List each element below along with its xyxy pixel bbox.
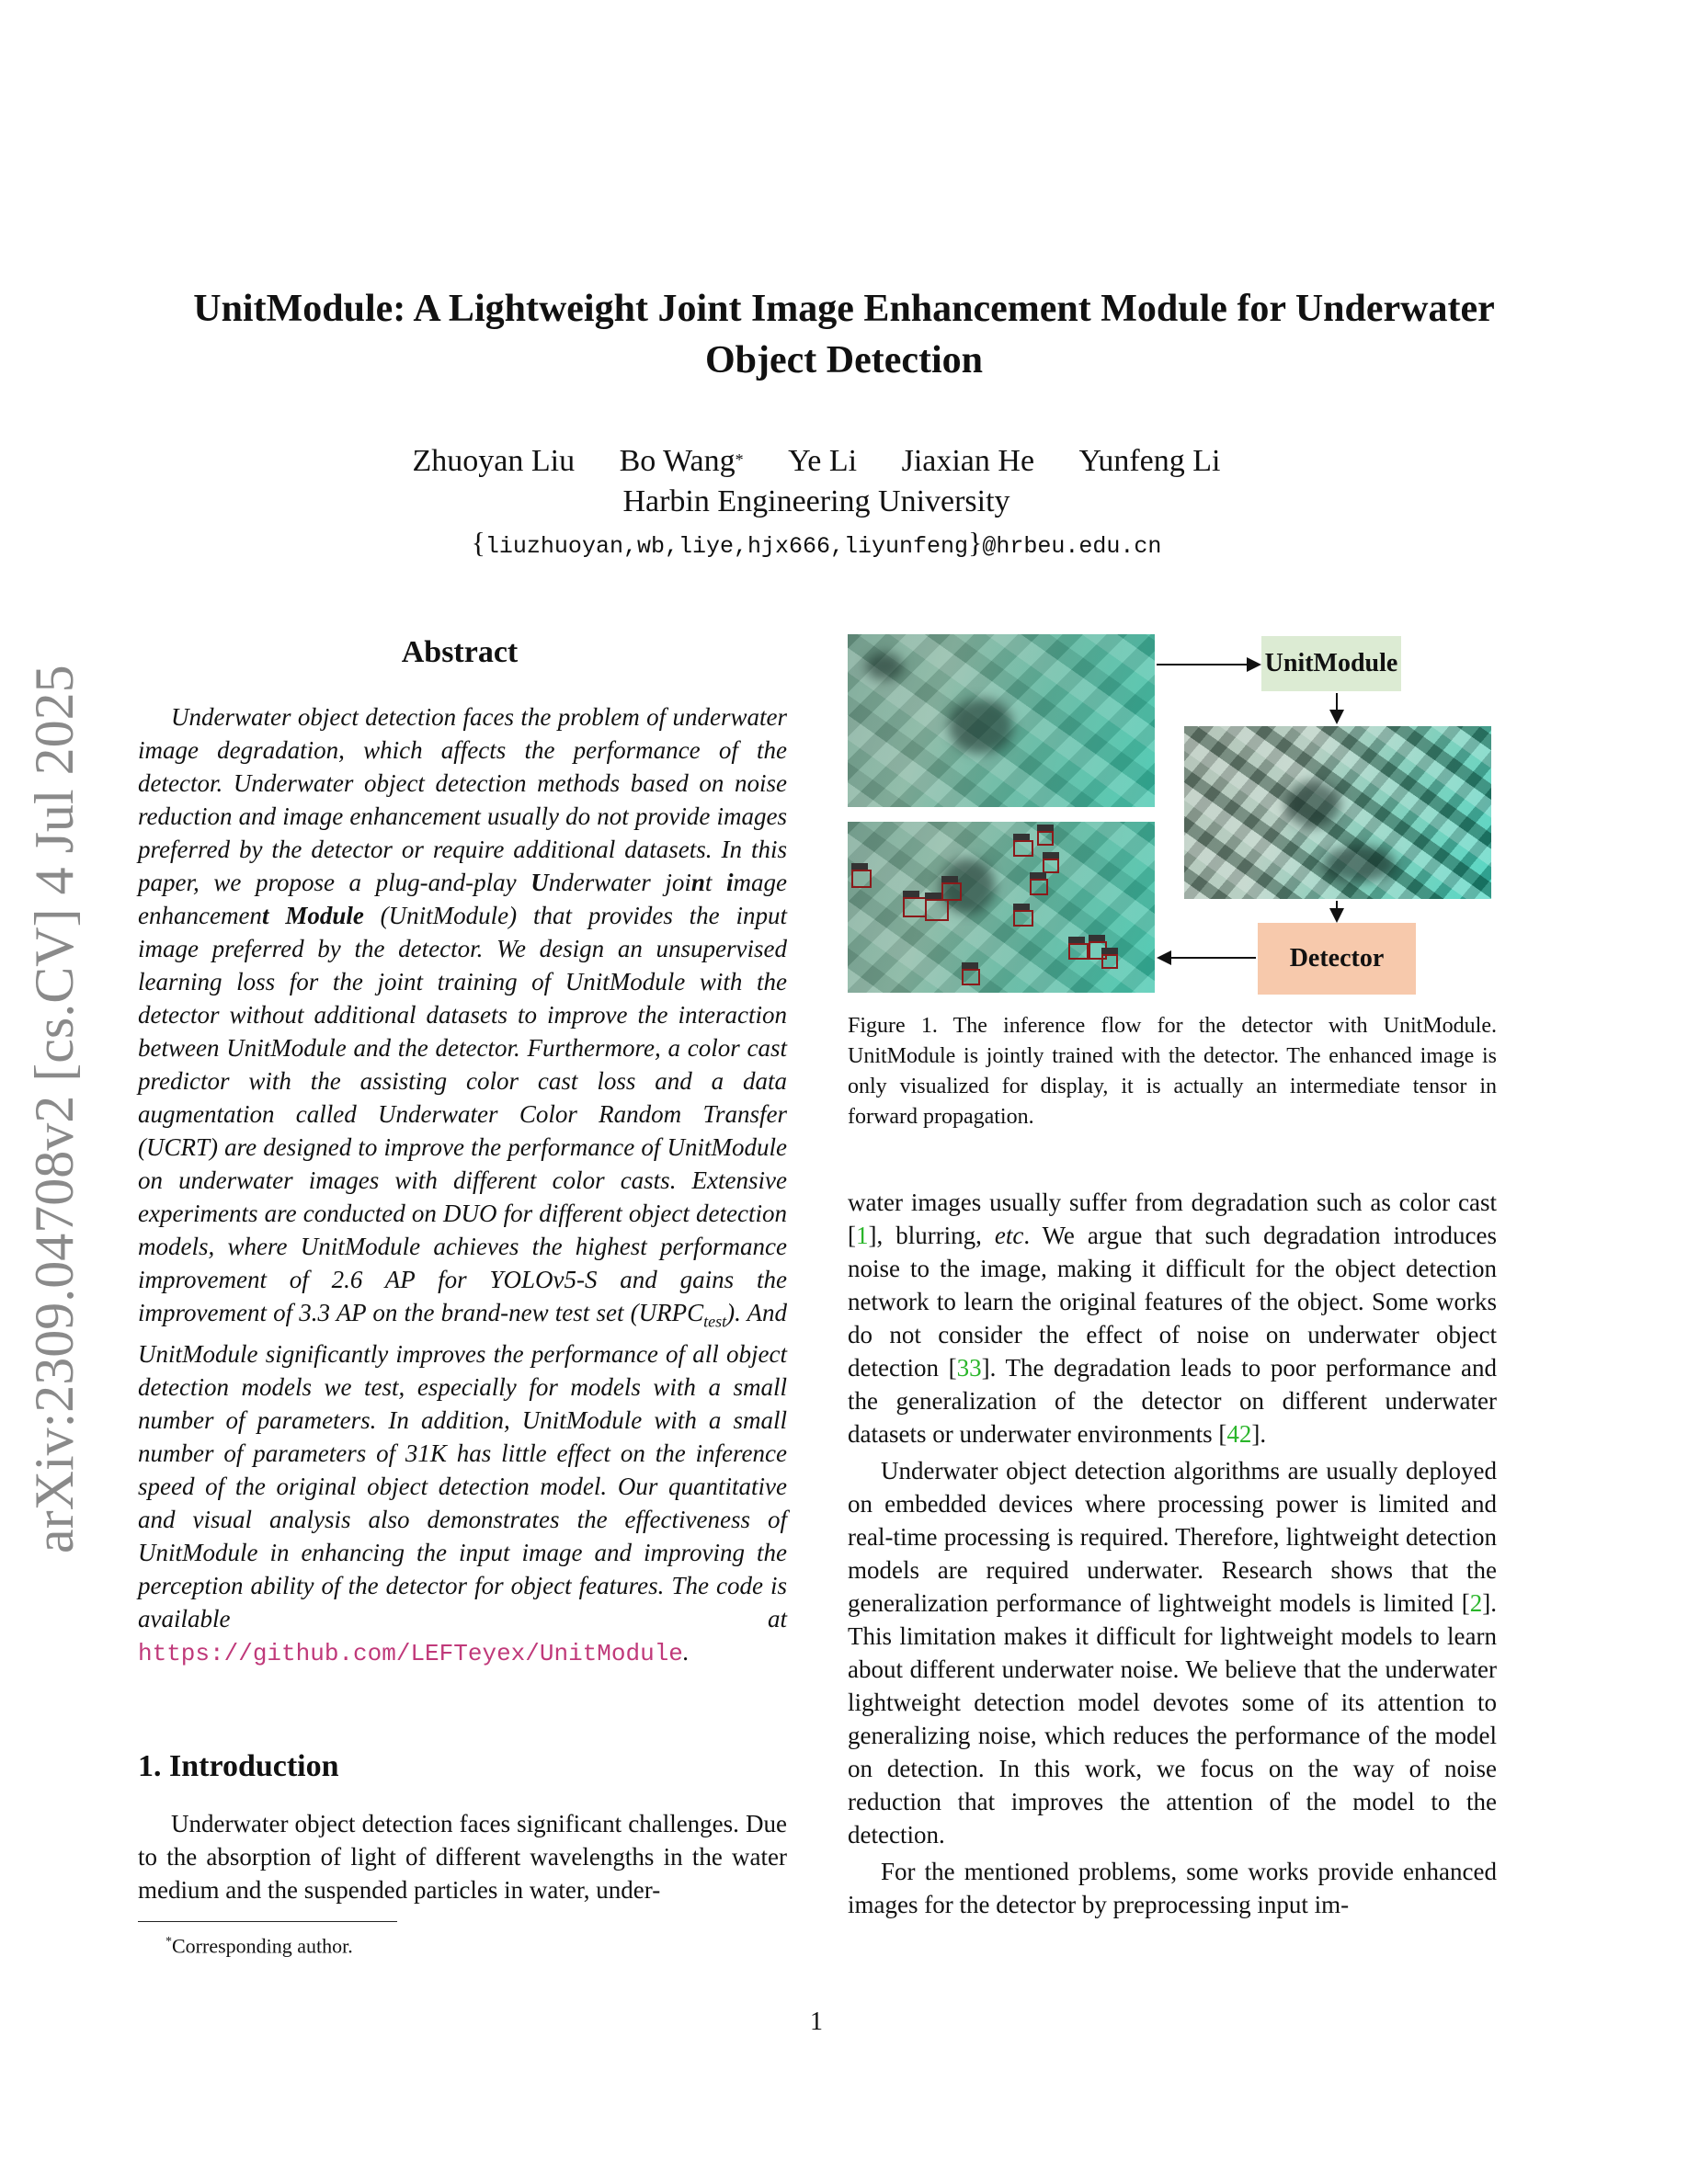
abstract-text: Underwater object detection faces the problem of underwater image degradation, which affects the performance of the detector. Underwater object detection methods based on noise reduction and image enhancement usually do not provide images preferred by the detector or require additional datasets. In this paper, we propose a plug-and-play Underwater joint image enhancement Module (UnitModule) that provides the input image preferred by the detector. We design an unsupervised learning loss for the joint training of UnitModule with the detector without additional datasets to improve the interaction between UnitModule and the detector. Furthermore, a color cast predictor with the assisting color cast loss and a data augmentation called Underwater Color Random Transfer (UCRT) are designed to improve the performance of UnitModule on underwater images with different color casts. Extensive experiments are conducted on DUO for different object detection models, where UnitModule achieves the highest performance improvement of 2.6 AP for YOLOv5-S and gains the improvement of 3.3 AP on the brand-new test set $(URPC_{test})$. And UnitModule significantly improves the performance of all object detection models we test, especially for models with a small number of parameters. In addition, UnitModule with a small number of parameters of 31K has little effect on the inference speed of the original object detection model. Our quantitative and visual analysis also demonstrates the effectiveness of UnitModule in enhancing the input image and improving the perception ability of the detector for object features. The code is available at https://github.com/LEFTeyex/UnitModule.	[138, 703, 788, 1668]
footnote-divider	[138, 1921, 397, 1922]
figure-1	[848, 634, 1497, 1002]
flow-arrows	[848, 634, 1497, 1002]
citation-link[interactable]: 33	[956, 1354, 982, 1382]
author: Jiaxian He	[901, 444, 1035, 478]
intro-paragraph: Underwater object detection algorithms are usually deployed on embedded devices where processing power is limited and real-time processing is required. Therefore, lightweight detection models are required underwater. Research shows that the generalization performance of lightweight models is limited [2]. This limitation makes it difficult for lightweight models to learn about different underwater noise. We believe that the underwater lightweight detection model devotes some of its attention to generalizing noise, which reduces the performance of the model on detection. In this work, we focus on the way of noise reduction that improves the attention of the model to the detection.	[848, 1457, 1497, 1848]
figure-caption: Figure 1. The inference flow for the detector with UnitModule. UnitModule is jointly trained with the detector. The enhanced image is only visualized for display, it is actually an intermediate tensor in forward propagation.	[848, 1014, 1497, 1129]
author-corresponding: Bo Wang*	[619, 444, 744, 478]
author: Yunfeng Li	[1078, 444, 1221, 478]
footnote: *Corresponding author.	[165, 1934, 353, 1958]
unitmodule-box: UnitModule	[1261, 636, 1401, 691]
citation-link[interactable]: 42	[1226, 1420, 1252, 1448]
section-heading-introduction: 1. Introduction	[138, 1749, 339, 1783]
arxiv-stamp: arXiv:2309.04708v2 [cs.CV] 4 Jul 2025	[24, 665, 85, 1553]
intro-right-column	[848, 1186, 1497, 1921]
author: Zhuoyan Liu	[412, 444, 576, 478]
citation-link[interactable]: 2	[1469, 1589, 1483, 1617]
author-list	[0, 441, 1633, 482]
affiliation: Harbin Engineering University	[622, 484, 1010, 518]
citation-link[interactable]: 1	[856, 1222, 869, 1249]
paper-title: UnitModule: A Lightweight Joint Image Enhancement Module for Underwater Object Detection	[193, 288, 1495, 381]
intro-paragraph: Underwater object detection faces significant challenges. Due to the absorption of light of different wavelengths in the water medium and the suspended particles in water, under-	[138, 1810, 787, 1904]
intro-paragraph: water images usually suffer from degradation such as color cast [1], blurring, etc. We argue that such degradation introduces noise to the image, making it difficult for the object detection network to learn the original features of the object. Some works do not consider the effect of noise on underwater object detection [33]. The degradation leads to poor performance and the generalization of the detector on different underwater datasets or underwater environments [42].	[848, 1189, 1497, 1448]
intro-paragraph: For the mentioned problems, some works provide enhanced images for the detector by preprocessing input im-	[848, 1858, 1497, 1918]
author-emails: {liuzhuoyan,wb,liye,hjx666,liyunfeng}@hrbeu.edu.cn	[471, 526, 1162, 560]
author: Ye Li	[788, 444, 858, 478]
abstract-heading: Abstract	[401, 635, 519, 669]
abstract-body	[138, 700, 787, 1670]
detector-box: Detector	[1258, 923, 1416, 995]
page-number: 1	[810, 2008, 823, 2036]
code-link[interactable]: https://github.com/LEFTeyex/UnitModule	[138, 1640, 683, 1668]
intro-left-column	[138, 1807, 787, 1906]
